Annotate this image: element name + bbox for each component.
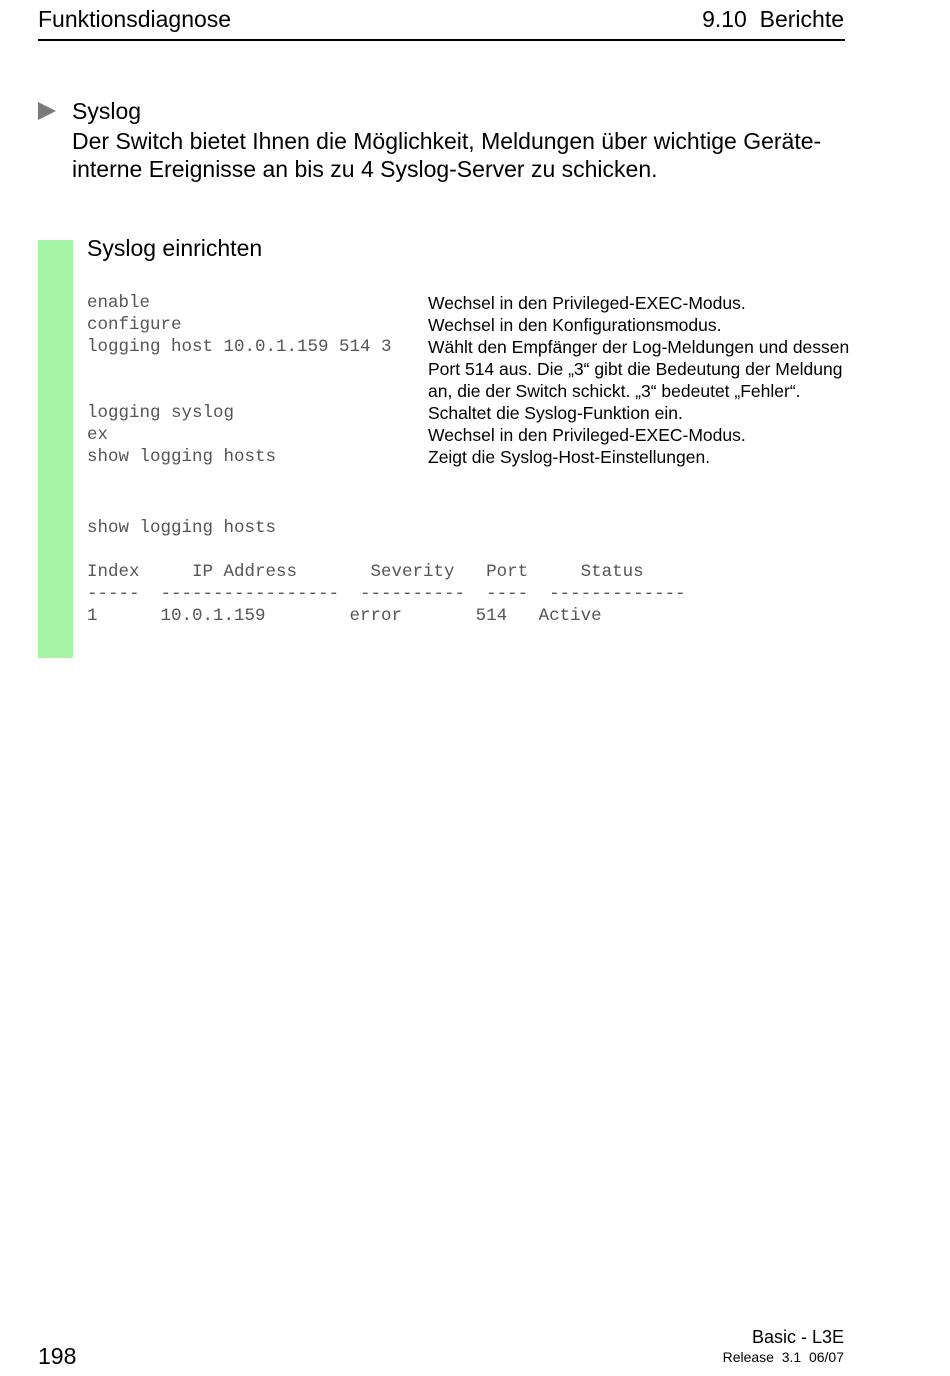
- page-header-right: 9.10 Berichte: [702, 6, 844, 32]
- green-margin-bar: [38, 240, 73, 658]
- output-table-row: 1 10.0.1.159 error 514 Active: [87, 606, 602, 626]
- box-title: Syslog einrichten: [87, 235, 263, 261]
- command-table: [87, 292, 857, 468]
- command-description: Wählt den Empfänger der Log-Meldungen und dessen Port 514 aus. Die „3“ gibt die Bedeutung der Meldung an, die der Switch schickt. „3“ bedeutet „Fehler“.: [428, 337, 850, 401]
- command-text: configure: [87, 315, 182, 335]
- section-body: Der Switch bietet Ihnen die Möglichkeit, Meldungen über wichtige Geräte-interne Ereignisse an bis zu 4 Syslog-Server zu schicken.: [72, 128, 822, 182]
- command-description: Zeigt die Syslog-Host-Einstellungen.: [428, 447, 711, 467]
- command-row: [87, 424, 857, 446]
- page-number: 198: [38, 1343, 77, 1369]
- command-row: [87, 336, 857, 402]
- command-row: [87, 402, 857, 424]
- bullet-arrow-icon: [38, 102, 56, 120]
- command-row: [87, 292, 857, 314]
- header-rule: [38, 39, 845, 41]
- footer-release: Release 3.1 06/07: [722, 1349, 844, 1365]
- command-row: [87, 446, 857, 468]
- command-text: show logging hosts: [87, 447, 277, 467]
- page-header-left: Funktionsdiagnose: [38, 6, 232, 32]
- command-description: Wechsel in den Privileged-EXEC-Modus.: [428, 293, 746, 313]
- command-description: Wechsel in den Privileged-EXEC-Modus.: [428, 425, 746, 445]
- section-title: Syslog: [72, 98, 142, 124]
- command-description: Wechsel in den Konfigurationsmodus.: [428, 315, 722, 335]
- command-row: [87, 314, 857, 336]
- output-table-header: Index IP Address Severity Port Status: [87, 562, 644, 582]
- command-text: enable: [87, 293, 151, 313]
- command-text: ex: [87, 425, 109, 445]
- output-command: show logging hosts: [87, 518, 277, 538]
- footer-product: Basic - L3E: [751, 1327, 844, 1347]
- output-table-separator: ----- ----------------- ---------- ---- -------------: [87, 584, 686, 604]
- command-description: Schaltet die Syslog-Funktion ein.: [428, 403, 683, 423]
- command-text: logging syslog: [87, 403, 235, 423]
- command-text: logging host 10.0.1.159 514 3: [87, 337, 392, 357]
